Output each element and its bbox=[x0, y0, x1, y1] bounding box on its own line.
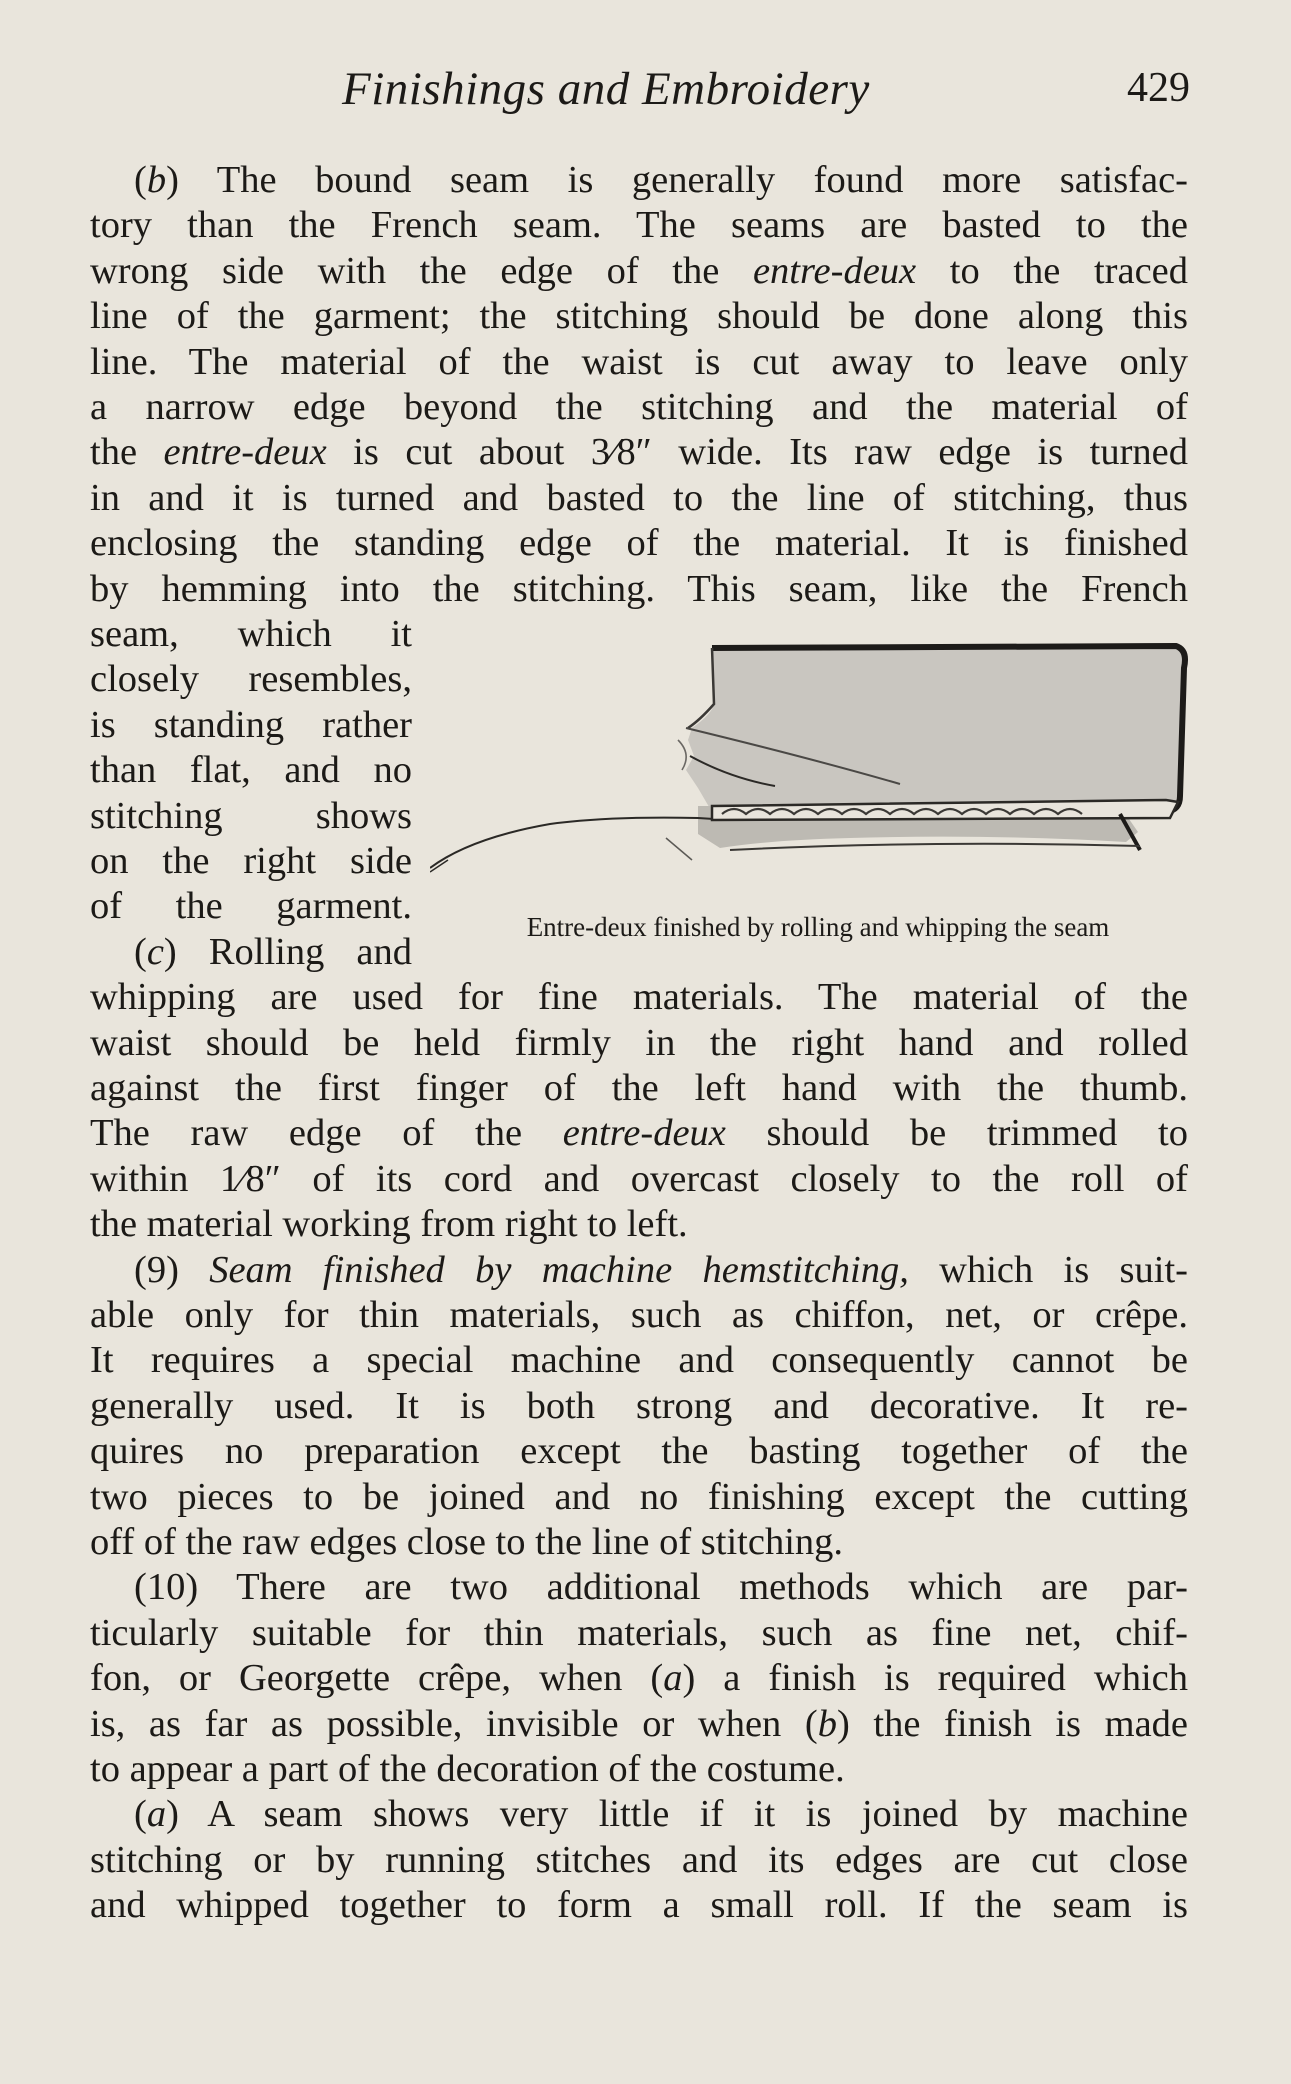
text-segment: wrong side with the edge of the bbox=[90, 249, 753, 292]
text-segment: (9) bbox=[134, 1248, 210, 1291]
text-line bbox=[90, 1883, 1188, 1928]
text-line bbox=[90, 1656, 1188, 1701]
text-segment: is cut about 3⁄8″ wide. Its raw edge is turned bbox=[326, 431, 1188, 474]
text-line bbox=[90, 1384, 1188, 1429]
text-line bbox=[90, 430, 1188, 475]
text-segment: The raw edge of the bbox=[90, 1112, 563, 1155]
text-line bbox=[90, 521, 1188, 566]
text-line bbox=[90, 203, 1188, 248]
text-segment: tory than the French seam. The seams are basted to the bbox=[90, 204, 1188, 247]
figure-caption: Entre-deux finished by rolling and whipping the seam bbox=[526, 912, 1110, 942]
text-segment: within 1⁄8″ of its cord and overcast closely to the roll of bbox=[90, 1157, 1188, 1200]
text-segment: than flat, and no bbox=[90, 749, 412, 792]
text-line bbox=[90, 385, 1188, 430]
text-segment: ) the finish is made bbox=[836, 1702, 1189, 1745]
running-header bbox=[90, 62, 1190, 122]
text-segment: which is suit- bbox=[908, 1248, 1188, 1291]
page-number: 429 bbox=[1127, 65, 1190, 111]
text-segment: ( bbox=[134, 930, 147, 973]
text-line bbox=[90, 294, 1188, 339]
text-line bbox=[90, 1792, 1188, 1837]
text-segment: the material working from right to left. bbox=[90, 1203, 688, 1246]
running-title: Finishings and Embroidery bbox=[342, 63, 870, 115]
text-segment: stitching shows bbox=[90, 794, 412, 837]
text-line bbox=[90, 567, 1188, 612]
text-segment: generally used. It is both strong and decorative. It re- bbox=[90, 1384, 1188, 1427]
text-segment: and whipped together to form a small roll. If the seam is bbox=[90, 1884, 1188, 1927]
text-line bbox=[90, 794, 412, 839]
text-segment: able only for thin materials, such as chiffon, net, or crêpe. bbox=[90, 1294, 1188, 1336]
text-line bbox=[90, 930, 412, 975]
text-line bbox=[90, 158, 1188, 203]
italic-text: entre-deux bbox=[163, 431, 327, 474]
text-line bbox=[90, 1066, 1188, 1111]
text-line bbox=[90, 340, 1188, 385]
text-segment: closely resembles, bbox=[90, 658, 412, 701]
text-line bbox=[90, 1021, 1188, 1066]
text-line bbox=[90, 703, 412, 748]
text-segment: ) A seam shows very little if it is joined by machine bbox=[166, 1793, 1188, 1836]
italic-text: a bbox=[663, 1657, 683, 1700]
text-line bbox=[90, 1248, 1188, 1293]
text-segment: ( bbox=[134, 159, 147, 201]
text-segment: waist should be held firmly in the right hand and rolled bbox=[90, 1021, 1188, 1064]
text-segment: is, as far as possible, invisible or when ( bbox=[90, 1702, 818, 1745]
text-segment: two pieces to be joined and no finishing except the cutting bbox=[90, 1475, 1188, 1518]
text-segment: to the traced bbox=[916, 249, 1188, 292]
text-line bbox=[90, 1293, 1188, 1338]
text-line bbox=[90, 975, 1188, 1020]
text-line bbox=[90, 1565, 1188, 1610]
text-segment: stitching or by running stitches and its edges are cut close bbox=[90, 1838, 1188, 1881]
text-segment: of the garment. bbox=[90, 885, 412, 928]
text-line bbox=[90, 1202, 1188, 1247]
text-segment: line. The material of the waist is cut away to leave only bbox=[90, 340, 1188, 383]
italic-text: Seam finished by machine hemstitching, bbox=[209, 1248, 909, 1291]
text-segment: line of the garment; the stitching should be done along this bbox=[90, 295, 1188, 338]
text-segment: ) a finish is required which bbox=[682, 1657, 1189, 1700]
text-segment: the bbox=[90, 431, 164, 474]
text-segment: ticularly suitable for thin materials, such as fine net, chif- bbox=[90, 1611, 1188, 1654]
text-segment: ( bbox=[134, 1793, 147, 1836]
italic-text: c bbox=[146, 930, 164, 973]
text-segment: off of the raw edges close to the line of stitching. bbox=[90, 1521, 844, 1563]
text-line bbox=[90, 884, 412, 929]
seam-illustration bbox=[430, 628, 1190, 898]
italic-text: a bbox=[146, 1793, 167, 1836]
italic-text: entre-deux bbox=[562, 1112, 726, 1155]
text-line bbox=[90, 1611, 1188, 1656]
text-segment: seam, which it bbox=[90, 613, 412, 655]
text-line bbox=[90, 1111, 1188, 1156]
text-line bbox=[90, 748, 412, 793]
text-line bbox=[90, 1429, 1188, 1474]
text-line bbox=[90, 839, 412, 884]
italic-text: b bbox=[146, 159, 167, 201]
italic-text: entre-deux bbox=[752, 249, 917, 292]
entre-deux-diagram bbox=[430, 628, 1190, 898]
text-segment: against the first finger of the left hand with the thumb. bbox=[90, 1067, 1188, 1109]
text-line bbox=[90, 249, 1188, 294]
text-segment: to appear a part of the decoration of the costume. bbox=[90, 1748, 845, 1790]
text-line bbox=[90, 1702, 1188, 1747]
text-line bbox=[90, 476, 1188, 521]
text-line bbox=[90, 1338, 1188, 1383]
text-segment: ) Rolling and bbox=[163, 930, 412, 973]
text-segment: It requires a special machine and consequently cannot be bbox=[90, 1339, 1188, 1382]
text-segment: enclosing the standing edge of the material. It is finished bbox=[90, 522, 1188, 565]
text-segment: should be trimmed to bbox=[725, 1112, 1188, 1155]
italic-text: b bbox=[817, 1702, 837, 1745]
text-segment: (10) There are two additional methods which are par- bbox=[134, 1566, 1188, 1609]
text-segment: quires no preparation except the basting together of the bbox=[90, 1430, 1188, 1473]
text-line bbox=[90, 1520, 1188, 1565]
text-segment: whipping are used for fine materials. The material of the bbox=[90, 976, 1188, 1019]
text-line bbox=[90, 1157, 1188, 1202]
text-segment: is standing rather bbox=[90, 703, 412, 746]
text-segment: ) The bound seam is generally found more satisfac- bbox=[166, 159, 1188, 201]
text-segment: in and it is turned and basted to the line of stitching, thus bbox=[90, 476, 1188, 519]
text-line bbox=[90, 1747, 1188, 1792]
text-segment: on the right side bbox=[90, 840, 412, 882]
text-line bbox=[90, 657, 412, 702]
text-line bbox=[90, 1838, 1188, 1883]
text-segment: by hemming into the stitching. This seam, like the French bbox=[90, 567, 1188, 610]
text-segment: a narrow edge beyond the stitching and the material of bbox=[90, 386, 1188, 428]
text-segment: fon, or Georgette crêpe, when ( bbox=[90, 1657, 664, 1700]
text-line bbox=[90, 612, 412, 657]
text-line bbox=[90, 1475, 1188, 1520]
